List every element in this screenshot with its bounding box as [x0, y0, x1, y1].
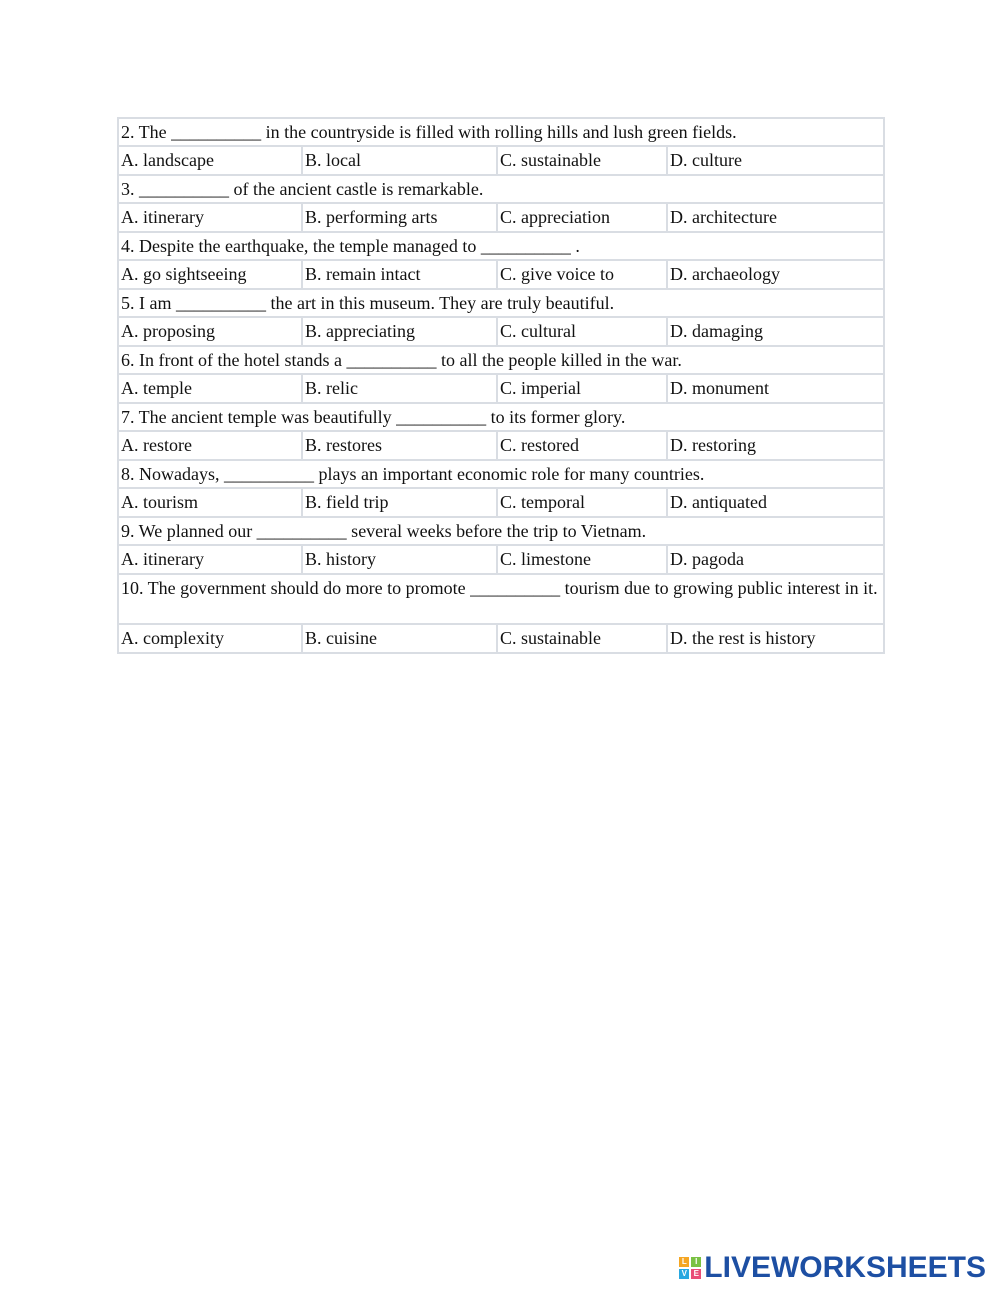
question-text: 5. I am __________ the art in this museum. They are truly beautiful. [118, 289, 884, 317]
question-text: 7. The ancient temple was beautifully __________ to its former glory. [118, 403, 884, 431]
question-row [118, 460, 884, 488]
options-row [118, 203, 884, 232]
answer-option[interactable]: A. proposing [118, 317, 302, 346]
question-row [118, 118, 884, 146]
answer-option[interactable]: D. archaeology [667, 260, 884, 289]
answer-option[interactable]: B. restores [302, 431, 497, 460]
options-row [118, 146, 884, 175]
answer-option[interactable]: B. performing arts [302, 203, 497, 232]
answer-option[interactable]: B. history [302, 545, 497, 574]
answer-option[interactable]: A. itinerary [118, 203, 302, 232]
brand-text: LIVEWORKSHEETS [704, 1251, 986, 1284]
question-text: 2. The __________ in the countryside is filled with rolling hills and lush green fields. [118, 118, 884, 146]
question-text: 8. Nowadays, __________ plays an important economic role for many countries. [118, 460, 884, 488]
brand-logo [679, 1251, 986, 1284]
quiz-table [117, 117, 885, 654]
question-row [118, 517, 884, 545]
question-text: 3. __________ of the ancient castle is remarkable. [118, 175, 884, 203]
answer-option[interactable]: C. cultural [497, 317, 667, 346]
answer-option[interactable]: A. go sightseeing [118, 260, 302, 289]
question-row [118, 232, 884, 260]
question-row [118, 175, 884, 203]
answer-option[interactable]: C. sustainable [497, 624, 667, 653]
options-row [118, 431, 884, 460]
question-row [118, 403, 884, 431]
options-row [118, 624, 884, 653]
answer-option[interactable]: B. appreciating [302, 317, 497, 346]
answer-option[interactable]: A. restore [118, 431, 302, 460]
answer-option[interactable]: D. antiquated [667, 488, 884, 517]
brand-mark-letter: V [679, 1269, 689, 1279]
answer-option[interactable]: D. damaging [667, 317, 884, 346]
answer-option[interactable]: C. restored [497, 431, 667, 460]
question-text: 10. The government should do more to promote __________ tourism due to growing public interest in it. [118, 574, 884, 624]
answer-option[interactable]: C. appreciation [497, 203, 667, 232]
answer-option[interactable]: C. imperial [497, 374, 667, 403]
brand-mark-icon [679, 1257, 701, 1279]
answer-option[interactable]: A. complexity [118, 624, 302, 653]
answer-option[interactable]: D. restoring [667, 431, 884, 460]
answer-option[interactable]: D. culture [667, 146, 884, 175]
answer-option[interactable]: A. tourism [118, 488, 302, 517]
answer-option[interactable]: B. local [302, 146, 497, 175]
answer-option[interactable]: B. cuisine [302, 624, 497, 653]
question-row [118, 574, 884, 624]
answer-option[interactable]: B. remain intact [302, 260, 497, 289]
options-row [118, 488, 884, 517]
options-row [118, 374, 884, 403]
answer-option[interactable]: C. give voice to [497, 260, 667, 289]
question-text: 9. We planned our __________ several weeks before the trip to Vietnam. [118, 517, 884, 545]
options-row [118, 317, 884, 346]
answer-option[interactable]: C. limestone [497, 545, 667, 574]
options-row [118, 260, 884, 289]
quiz-body [118, 118, 884, 653]
answer-option[interactable]: B. field trip [302, 488, 497, 517]
answer-option[interactable]: A. temple [118, 374, 302, 403]
answer-option[interactable]: A. itinerary [118, 545, 302, 574]
options-row [118, 545, 884, 574]
answer-option[interactable]: C. temporal [497, 488, 667, 517]
answer-option[interactable]: D. the rest is history [667, 624, 884, 653]
brand-mark-letter: E [691, 1269, 701, 1279]
answer-option[interactable]: D. monument [667, 374, 884, 403]
brand-mark-letter: I [691, 1257, 701, 1267]
answer-option[interactable]: B. relic [302, 374, 497, 403]
answer-option[interactable]: D. pagoda [667, 545, 884, 574]
brand-mark-letter: L [679, 1257, 689, 1267]
question-row [118, 289, 884, 317]
answer-option[interactable]: C. sustainable [497, 146, 667, 175]
question-text: 6. In front of the hotel stands a __________ to all the people killed in the war. [118, 346, 884, 374]
question-text: 4. Despite the earthquake, the temple managed to __________ . [118, 232, 884, 260]
answer-option[interactable]: A. landscape [118, 146, 302, 175]
question-row [118, 346, 884, 374]
answer-option[interactable]: D. architecture [667, 203, 884, 232]
